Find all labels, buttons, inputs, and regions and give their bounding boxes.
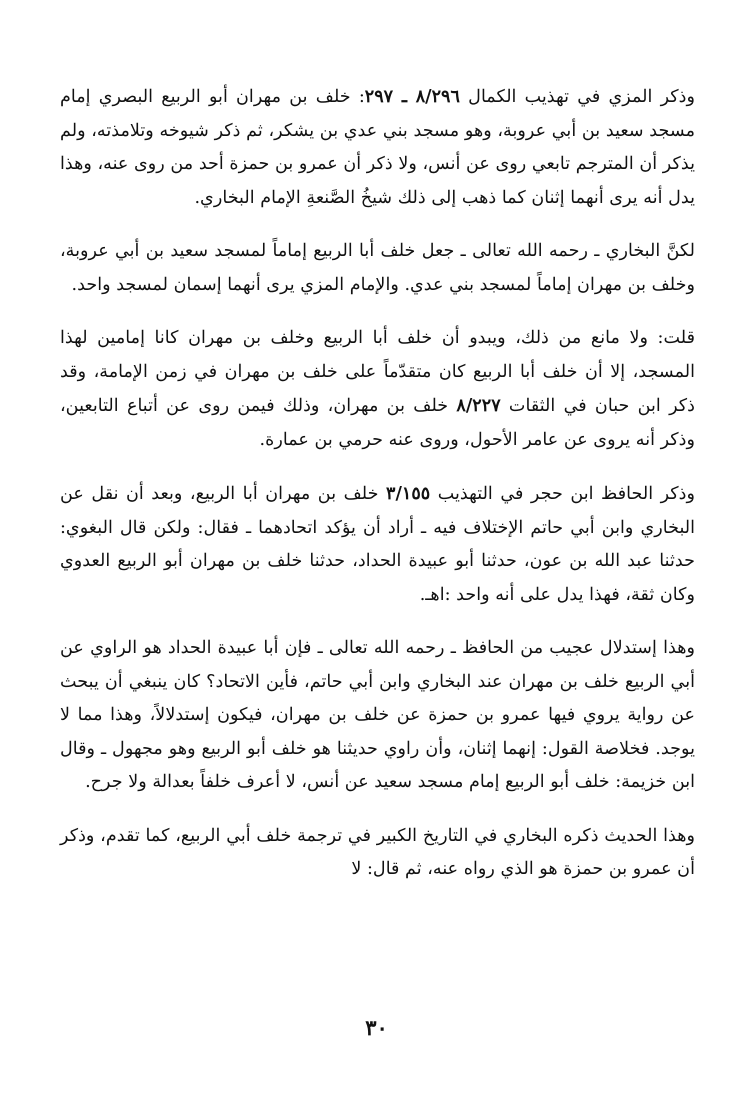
paragraph-1-citation: ٨/٢٩٦ ـ ٢٩٧ [364,86,460,107]
paragraph-3 [60,322,695,457]
paragraph-3-citation: ٨/٢٢٧ [456,395,501,416]
paragraph-4-text: وذكر الحافظ ابن حجر في التهذيب [430,484,695,504]
paragraph-5 [60,632,695,800]
paragraph-2 [60,235,695,302]
paragraph-4 [60,477,695,612]
paragraph-1-text: وذكر المزي في تهذيب الكمال [459,87,695,107]
paragraph-3-text: قلت: ولا مانع من ذلك، ويبدو أن خلف أبا الربيع وخلف بن مهران كانا إمامين لهذا المسجد، إلا أن خلف أبا الربيع كان متقدّماً على خلف بن مهران في زمن الإمامة، وقد ذكر ابن حبان في الثقات [60,328,696,416]
paragraph-4-rest: خلف بن مهران أبا الربيع، وبعد أن نقل عن البخاري وابن أبي حاتم الإختلاف فيه ـ أراد أن يؤكد اتحادهما ـ فقال: ولكن قال البغوي: حدثنا عبد الله بن عون، حدثنا أبو عبيدة الحداد، حدثنا خلف بن مهران أبو الربيع العدوي وكان ثقة، فهذا يدل على أنه واحد :اهـ. [60,484,695,605]
paragraph-1 [60,80,695,215]
page-body [60,80,695,1069]
paragraph-2-text: لكنَّ البخاري ـ رحمه الله تعالى ـ جعل خلف أبا الربيع إماماً لمسجد سعيد بن أبي عروبة، وخلف بن مهران إماماً لمسجد بني عدي. والإمام المزي يرى أنهما إسمان لمسجد واحد. [60,241,695,295]
paragraph-4-citation: ٣/١٥٥ [386,483,431,504]
paragraph-6-text: وهذا الحديث ذكره البخاري في التاريخ الكبير في ترجمة خلف أبي الربيع، كما تقدم، وذكر أن عمرو بن حمزة هو الذي رواه عنه، ثم قال: لا [60,825,695,879]
page-number: ٣٠ [365,1015,388,1040]
paragraph-5-text: وهذا إستدلال عجيب من الحافظ ـ رحمه الله تعالى ـ فإن أبا عبيدة الحداد هو الراوي عن أبي الربيع خلف بن مهران عند البخاري وابن أبي حاتم، فأين الاتحاد؟ كان ينبغي أن يبحث عن رواية يروي فيها عمرو بن حمزة عن خلف بن مهران، فيكون إستدلالاً، وهذا مما لا يوجد. فخلاصة القول: إنهما إثنان، وأن راوي حديثنا هو خلف أبو الربيع وهو مجهول ـ وقال ابن خزيمة: خلف أبو الربيع إمام مسجد سعيد عن أنس، لا أعرف خلفاً بعدالة ولا جرح. [60,638,695,792]
paragraph-6 [60,820,695,887]
paragraph-1-rest: : خلف بن مهران أبو الربيع البصري إمام مسجد سعيد بن أبي عروبة، وهو مسجد بني عدي بن يشكر، ثم ذكر شيوخه وتلامذته، ولم يذكر أن المترجم تابعي روى عن أنس، ولا ذكر أن عمرو بن حمزة أحد من روى عنه، وهذا يدل أنه يرى أنهما إثنان كما ذهب إلى ذلك شيخُ الصَّنعةِ الإمام البخاري. [60,87,695,208]
paragraph-3-rest: خلف بن مهران، وذلك فيمن روى عن أتباع التابعين، وذكر أنه يروى عن عامر الأحول، وروى عنه حرمي بن عمارة. [60,396,695,450]
